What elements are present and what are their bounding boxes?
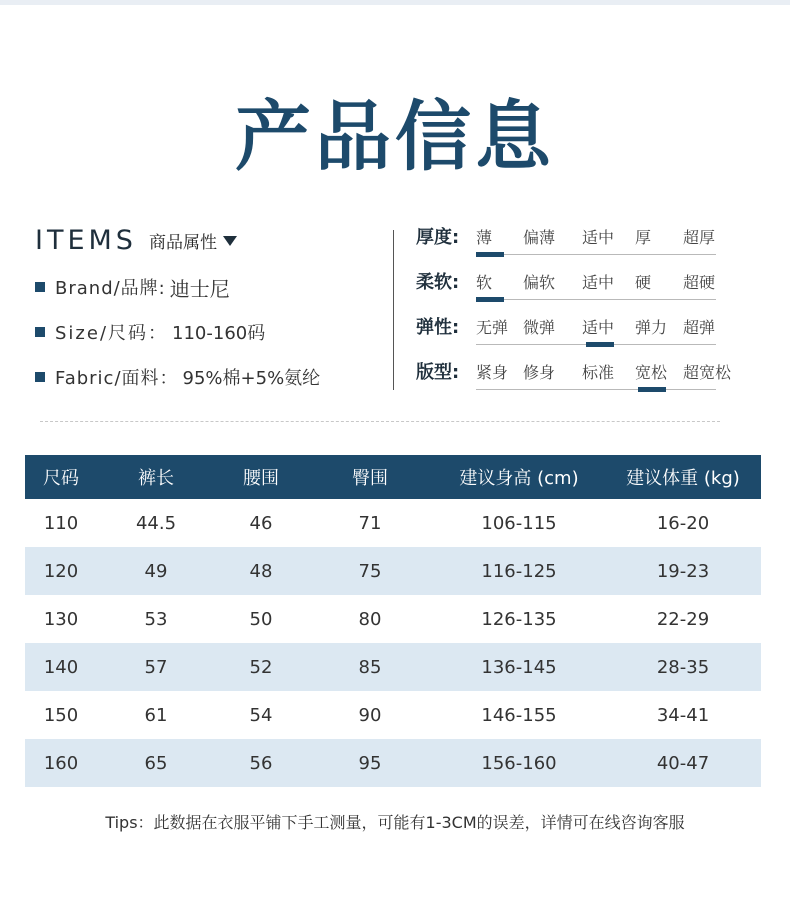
table-row: [25, 739, 761, 787]
table-cell: 130: [43, 608, 79, 630]
attr-option: 无弹: [476, 318, 509, 337]
info-row-size: [35, 319, 265, 345]
table-row: [25, 595, 761, 643]
table-cell: 50: [249, 608, 273, 630]
triangle-down-icon: [223, 236, 237, 246]
attr-label: 柔软:: [416, 272, 460, 293]
header-cell: 裤长: [138, 468, 174, 489]
scale-line: [476, 389, 716, 390]
attr-label: 弹性:: [416, 317, 460, 338]
page-title: 产品信息: [235, 92, 555, 181]
table-cell: 95: [358, 752, 382, 774]
attr-option: 硬: [635, 273, 652, 292]
table-cell: 61: [144, 704, 168, 726]
table-cell: 120: [43, 560, 79, 582]
scale-line: [476, 254, 716, 255]
fabric-label: Fabric/面料：: [55, 368, 179, 389]
table-row: [25, 547, 761, 595]
attr-label: 版型:: [416, 362, 460, 383]
table-cell: 48: [249, 560, 273, 582]
attr-option: 偏软: [523, 273, 556, 292]
table-cell: 49: [144, 560, 168, 582]
table-cell: 146-155: [481, 704, 557, 726]
table-header: [25, 455, 761, 499]
table-cell: 52: [249, 656, 273, 678]
attr-option: 标准: [582, 363, 615, 382]
attr-option: 适中: [582, 273, 615, 292]
vertical-divider: [393, 230, 394, 390]
header-cell: 臀围: [352, 468, 388, 489]
table-cell: 140: [43, 656, 79, 678]
header-cell: 尺码: [43, 468, 79, 489]
items-title: ITEMS: [35, 224, 137, 256]
table-cell: 106-115: [481, 512, 557, 534]
attr-row-thickness: [416, 223, 746, 253]
square-bullet-icon: [35, 372, 45, 382]
table-cell: 160: [43, 752, 79, 774]
selected-marker: [476, 297, 504, 302]
attr-row-fit: [416, 358, 746, 388]
table-cell: 53: [144, 608, 168, 630]
attr-option: 超弹: [683, 318, 716, 337]
top-strip: [0, 0, 790, 5]
table-row: [25, 499, 761, 547]
table-row: [25, 643, 761, 691]
table-cell: 90: [358, 704, 382, 726]
items-heading: [35, 222, 237, 258]
square-bullet-icon: [35, 327, 45, 337]
scale-line: [476, 299, 716, 300]
attr-option: 宽松: [635, 363, 668, 382]
fabric-value: 95%棉+5%氨纶: [182, 368, 321, 389]
table-cell: 80: [358, 608, 382, 630]
header-cell: 建议身高 (cm): [459, 468, 579, 489]
table-cell: 56: [249, 752, 273, 774]
attr-option: 弹力: [635, 318, 668, 337]
selected-marker: [638, 387, 666, 392]
attr-option: 偏薄: [523, 228, 556, 247]
size-table: [25, 455, 761, 787]
items-subtitle: 商品属性: [148, 232, 217, 253]
table-cell: 34-41: [656, 704, 710, 726]
brand-value: 迪士尼: [169, 276, 230, 301]
table-cell: 126-135: [481, 608, 557, 630]
attr-option: 超硬: [683, 273, 716, 292]
attr-label: 厚度:: [416, 227, 460, 248]
info-row-brand: [35, 274, 230, 300]
attr-option: 超宽松: [683, 363, 732, 382]
attr-option: 超厚: [683, 228, 716, 247]
selected-marker: [476, 252, 504, 257]
attr-option: 紧身: [476, 363, 509, 382]
size-label: Size/尺码：: [55, 323, 169, 344]
table-row: [25, 691, 761, 739]
attr-option: 软: [476, 273, 493, 292]
brand-label: Brand/品牌:: [55, 278, 166, 299]
tips-note: Tips：此数据在衣服平铺下手工测量，可能有1-3CM的误差，详情可在线咨询客服: [105, 813, 685, 832]
table-cell: 150: [43, 704, 79, 726]
table-cell: 57: [144, 656, 168, 678]
table-cell: 16-20: [656, 512, 710, 534]
table-cell: 44.5: [135, 512, 177, 534]
table-cell: 110: [43, 512, 79, 534]
table-cell: 156-160: [481, 752, 557, 774]
attr-option: 适中: [582, 318, 615, 337]
dashed-divider: [40, 421, 720, 422]
table-cell: 136-145: [481, 656, 557, 678]
table-cell: 75: [358, 560, 382, 582]
selected-marker: [586, 342, 614, 347]
attr-row-elasticity: [416, 313, 746, 343]
info-row-fabric: [35, 364, 320, 390]
table-cell: 46: [249, 512, 273, 534]
attr-option: 薄: [476, 228, 493, 247]
table-cell: 71: [358, 512, 382, 534]
table-cell: 19-23: [656, 560, 710, 582]
header-cell: 建议体重 (kg): [626, 468, 740, 489]
square-bullet-icon: [35, 282, 45, 292]
table-cell: 54: [249, 704, 273, 726]
table-cell: 28-35: [656, 656, 710, 678]
attr-option: 适中: [582, 228, 615, 247]
table-cell: 65: [144, 752, 168, 774]
header-cell: 腰围: [243, 468, 279, 489]
table-cell: 85: [358, 656, 382, 678]
table-cell: 40-47: [656, 752, 710, 774]
table-cell: 116-125: [481, 560, 557, 582]
attr-option: 微弹: [523, 318, 556, 337]
attr-option: 厚: [635, 228, 652, 247]
table-cell: 22-29: [656, 608, 710, 630]
attr-option: 修身: [523, 363, 556, 382]
attr-row-softness: [416, 268, 746, 298]
size-value: 110-160码: [172, 323, 266, 344]
